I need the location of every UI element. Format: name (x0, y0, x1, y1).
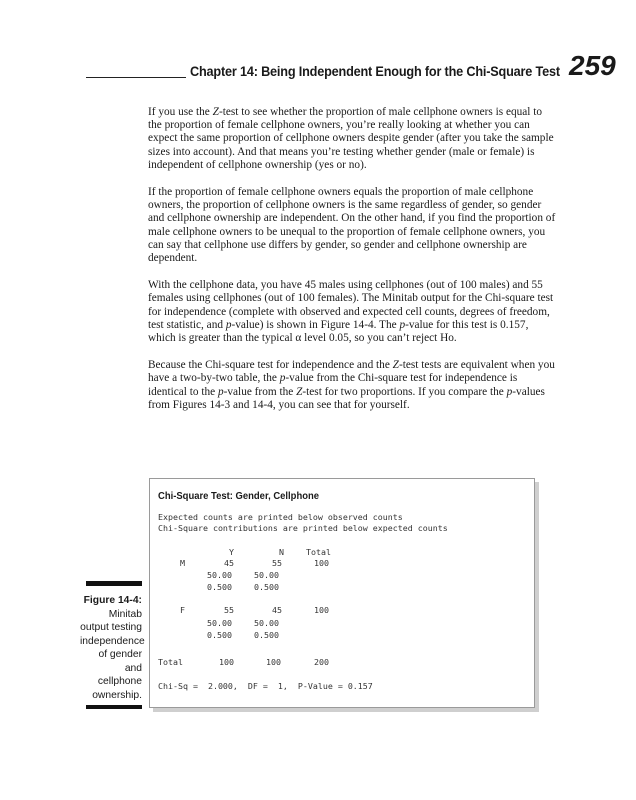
col-header-n: N (279, 547, 284, 557)
m-observed-n: 55 (272, 558, 282, 568)
paragraph: If you use the Z-test to see whether the proportion of male cellphone owners is equal to the proportion of female cellphone owners, you’re really looking at whether you can expect the same proportion of cellphone owners despite gender (after you take the sample sizes into account). And that means you’re testing whether gender (male or female) is independent of cellphone ownership (yes or no). (148, 106, 554, 171)
f-expected-y: 50.00 (207, 618, 232, 628)
grand-total: 200 (314, 657, 329, 667)
f-observed-n: 45 (272, 605, 282, 615)
caption-rule-top (86, 581, 142, 586)
header-rule (86, 77, 186, 78)
f-observed-y: 55 (224, 605, 234, 615)
f-total: 100 (314, 605, 329, 615)
row-label-total: Total (158, 657, 183, 667)
f-expected-n: 50.00 (254, 618, 279, 628)
page-number: 259 (569, 50, 616, 81)
paragraph: With the cellphone data, you have 45 males using cellphones (out of 100 males) and 55 females using cellphones (out of 100 females). The Minitab output for the Chi-square test for independence (complete with observed and expected cell counts, degrees of freedom, test statistic, and p-value) is shown in Figure 14-4. The p-value for this test is 0.157, which is greater than the typical α level 0.05, so you can’t reject Ho. (148, 279, 554, 345)
col-header-total: Total (306, 547, 331, 557)
chapter-title: Chapter 14: Being Independent Enough for the Chi-Square Test (190, 64, 560, 79)
m-expected-y: 50.00 (207, 570, 232, 580)
minitab-output-figure (149, 478, 535, 708)
chi-contributions-note: Chi-Square contributions are printed below expected counts (158, 523, 448, 533)
m-total: 100 (314, 558, 329, 568)
m-contribution-y: 0.500 (207, 582, 232, 592)
caption-rule-bottom (86, 705, 142, 709)
m-contribution-n: 0.500 (254, 582, 279, 592)
total-y: 100 (219, 657, 234, 667)
figure-title: Chi-Square Test: Gender, Cellphone (158, 490, 320, 502)
test-result-line: Chi-Sq = 2.000, DF = 1, P-Value = 0.157 (158, 681, 373, 691)
f-contribution-n: 0.500 (254, 630, 279, 640)
row-label-f: F (180, 605, 185, 615)
figure-caption (80, 594, 145, 702)
m-expected-n: 50.00 (254, 570, 279, 580)
f-contribution-y: 0.500 (207, 630, 232, 640)
row-label-m: M (180, 558, 185, 568)
expected-counts-note: Expected counts are printed below observed counts (158, 512, 403, 522)
total-n: 100 (266, 657, 281, 667)
m-observed-y: 45 (224, 558, 234, 568)
col-header-y: Y (229, 547, 234, 557)
body-text (148, 106, 558, 426)
paragraph: If the proportion of female cellphone owners equals the proportion of male cellphone owners, the proportion of cellphone owners is the same regardless of gender, so gender and cellphone ownership are independent. On the other hand, if you find the proportion of male cellphone owners to be unequal to the proportion of female cellphone owners, you can say that cellphone use differs by gender, so gender and cellphone ownership are dependent. (148, 186, 556, 265)
figure-caption-text: Minitab output testing independence of gender and cellphone ownership. (80, 608, 145, 701)
figure-label: Figure 14-4: (83, 595, 142, 606)
paragraph: Because the Chi-square test for independence and the Z-test tests are equivalent when you have a two-by-two table, the p-value from the Chi-square test for independence is identical to the p-value from the Z-test for two proportions. If you compare the p-values from Figures 14-3 and 14-4, you can see that for yourself. (148, 359, 555, 411)
